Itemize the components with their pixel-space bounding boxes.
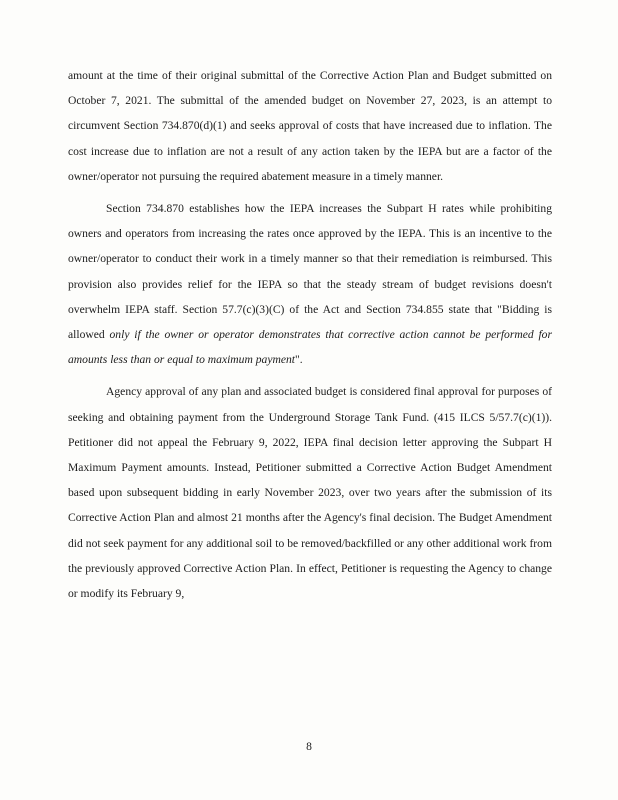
page-number: 8 bbox=[306, 740, 312, 753]
quote-close: ". bbox=[295, 353, 303, 367]
quoted-italic-text: only if the owner or operator demonstrates that corrective action cannot be performed for amounts less than or equal to maximum payment bbox=[68, 328, 552, 367]
body-text bbox=[68, 63, 552, 606]
paragraph-agency-approval: Agency approval of any plan and associated budget is considered final approval for purposes of seeking and obtaining payment from the Underground Storage Tank Fund. (415 ILCS 5/57.7(c)(1)). Petitioner did not appeal the February 9, 2022, IEPA final decision letter approving the Subpart H Maximum Payment amounts. Instead, Petitioner submitted a Corrective Action Budget Amendment based upon subsequent bidding in early November 2023, over two years after the submission of its Corrective Action Plan and almost 21 months after the Agency's final decision. The Budget Amendment did not seek payment for any additional soil to be removed/backfilled or any other additional work from the previously approved Corrective Action Plan. In effect, Petitioner is requesting the Agency to change or modify its February 9, bbox=[68, 385, 552, 601]
paragraph-text: Section 734.870 establishes how the IEPA increases the Subpart H rates while prohibiting owners and operators from increasing the rates once approved by the IEPA. This is an incentive to the owner/operator to conduct their work in a timely manner so that their remediation is reimbursed. This provision also provides relief for the IEPA so that the steady stream of budget revisions doesn't overwhelm IEPA staff. Section 57.7(c)(3)(C) of the Act and Section 734.855 state that "Bidding is allowed bbox=[68, 202, 552, 342]
paragraph-section-734-870 bbox=[68, 196, 552, 372]
paragraph-continuation: amount at the time of their original submittal of the Corrective Action Plan and Budget submitted on October 7, 2021. The submittal of the amended budget on November 27, 2023, is an attempt to circumvent Section 734.870(d)(1) and seeks approval of costs that have increased due to inflation. The cost increase due to inflation are not a result of any action taken by the IEPA but are a factor of the owner/operator not pursuing the required abatement measure in a timely manner. bbox=[68, 69, 552, 183]
